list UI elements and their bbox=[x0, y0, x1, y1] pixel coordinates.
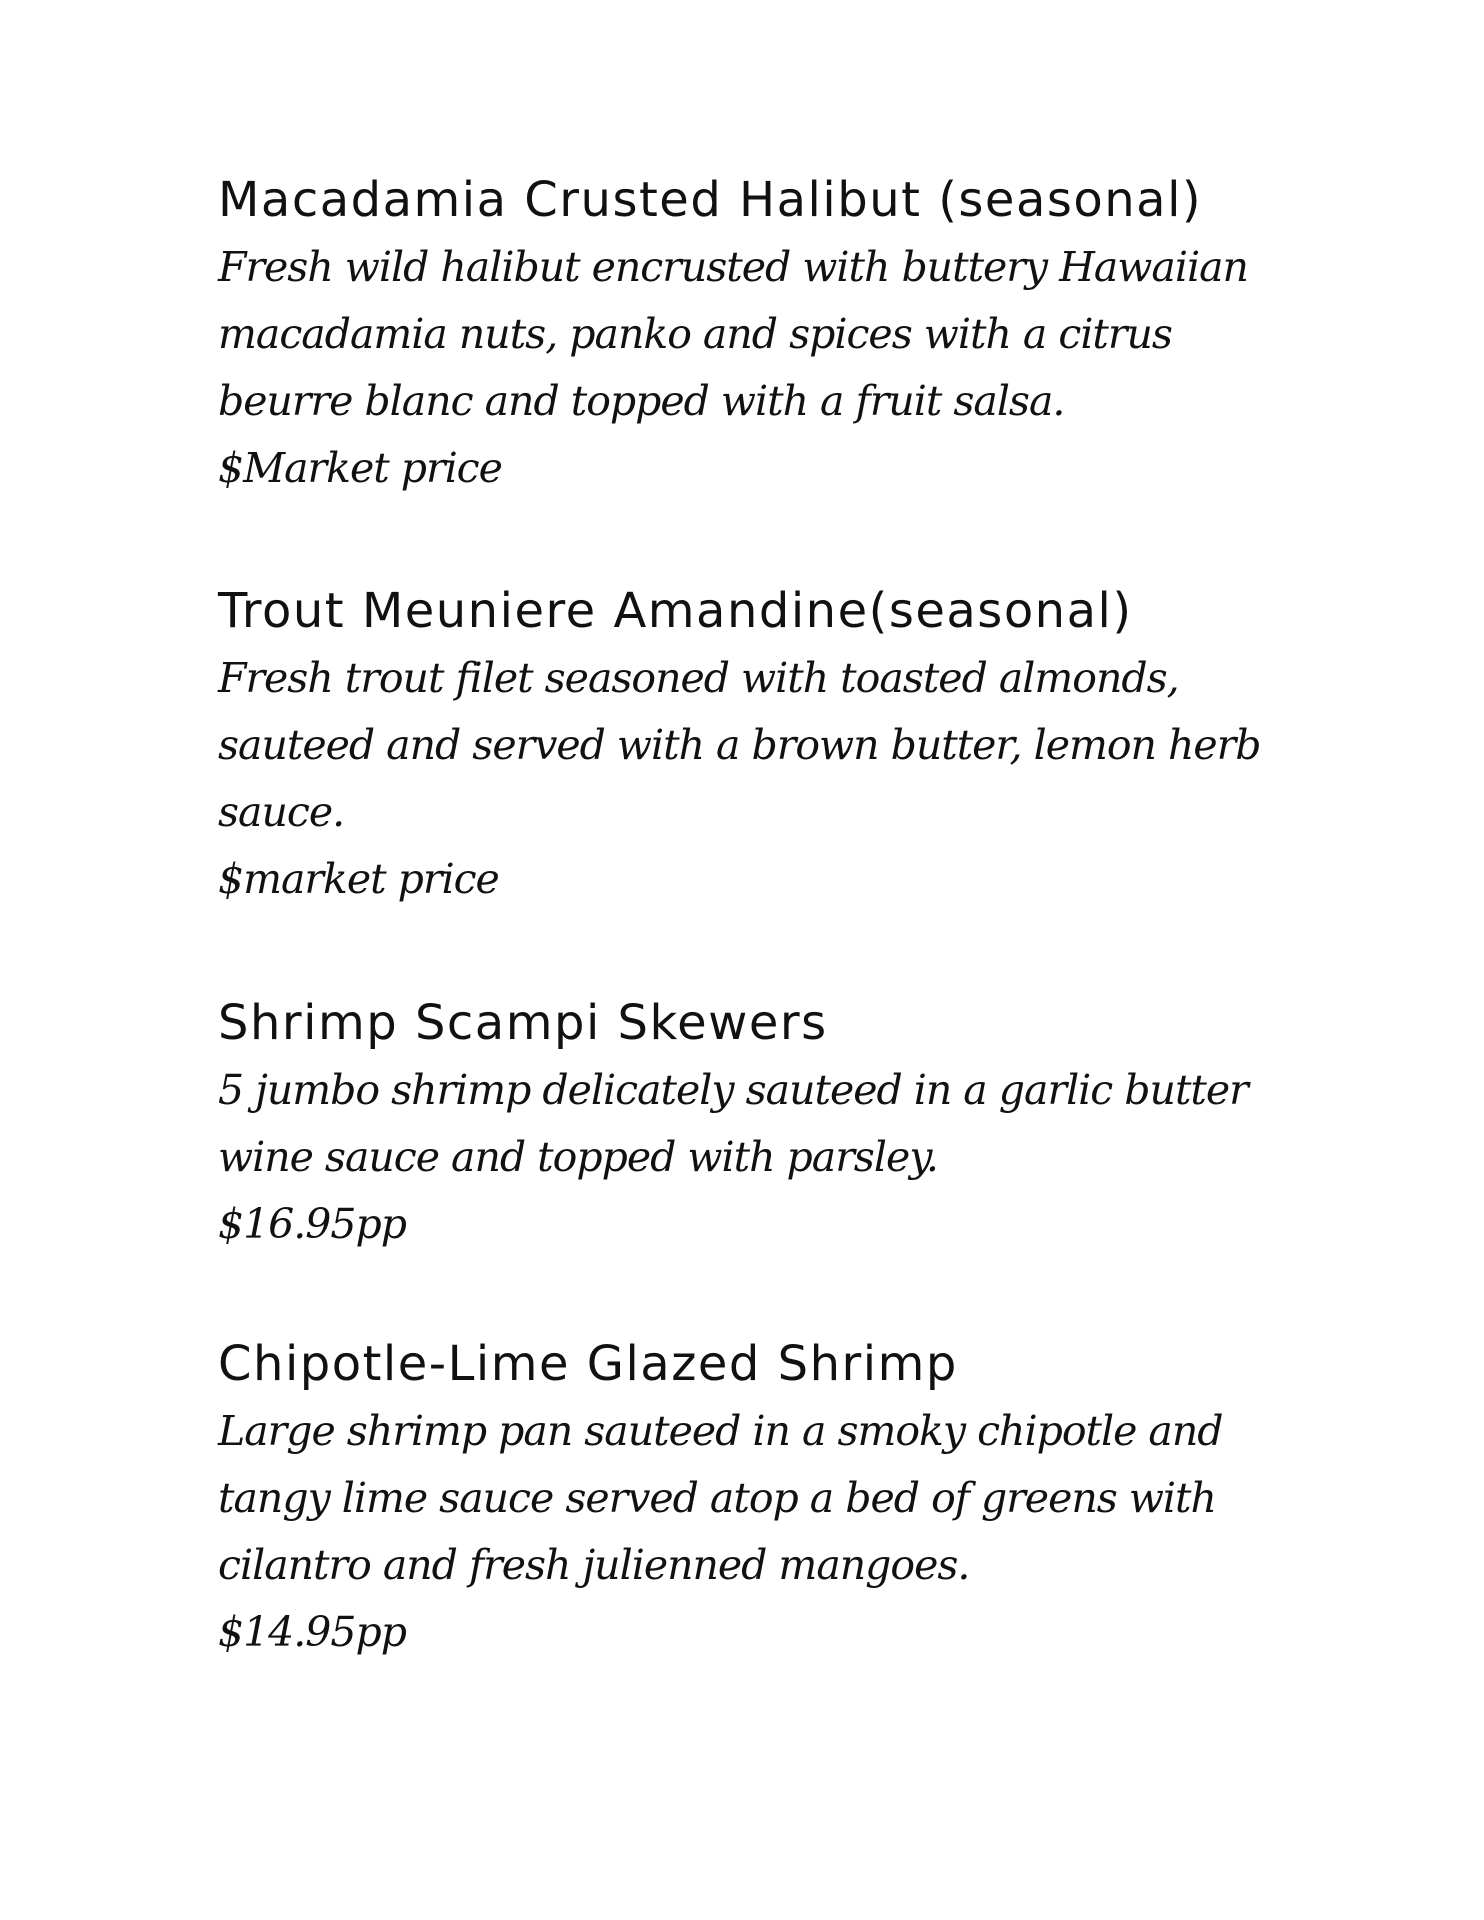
menu-item-description bbox=[218, 234, 1278, 435]
description-line: cilantro and fresh julienned mangoes. bbox=[218, 1541, 970, 1589]
menu-item-title: Macadamia Crusted Halibut (seasonal) bbox=[218, 172, 1203, 228]
description-line: sauteed and served with a brown butter, lemon herb bbox=[218, 721, 1261, 769]
menu-item-shrimp-scampi bbox=[218, 995, 1278, 1258]
description-line: macadamia nuts, panko and spices with a citrus bbox=[218, 310, 1172, 358]
menu-item-price: $Market price bbox=[218, 444, 502, 492]
description-line: Large shrimp pan sauteed in a smoky chipotle and bbox=[218, 1407, 1223, 1455]
menu-item-trout bbox=[218, 583, 1278, 913]
description-line: sauce. bbox=[218, 788, 345, 836]
menu-item-price: $14.95pp bbox=[218, 1608, 406, 1656]
description-line: 5 jumbo shrimp delicately sauteed in a garlic butter bbox=[218, 1066, 1248, 1114]
menu-item-title: Shrimp Scampi Skewers bbox=[218, 995, 828, 1051]
menu-item-price: $16.95pp bbox=[218, 1200, 406, 1248]
menu-item-description bbox=[218, 1057, 1278, 1191]
description-line: beurre blanc and topped with a fruit salsa. bbox=[218, 377, 1065, 425]
menu-item-description bbox=[218, 1398, 1278, 1599]
description-line: Fresh wild halibut encrusted with buttery Hawaiian bbox=[218, 243, 1248, 291]
menu-item-halibut bbox=[218, 172, 1278, 502]
menu-item-title: Chipotle-Lime Glazed Shrimp bbox=[218, 1336, 958, 1392]
menu-item-description bbox=[218, 645, 1278, 846]
description-line: Fresh trout filet seasoned with toasted almonds, bbox=[218, 654, 1179, 702]
menu-item-title: Trout Meuniere Amandine(seasonal) bbox=[218, 583, 1133, 639]
menu-item-chipotle-shrimp bbox=[218, 1336, 1278, 1666]
description-line: tangy lime sauce served atop a bed of greens with bbox=[218, 1474, 1216, 1522]
description-line: wine sauce and topped with parsley. bbox=[218, 1133, 938, 1181]
menu-item-price: $market price bbox=[218, 855, 499, 903]
